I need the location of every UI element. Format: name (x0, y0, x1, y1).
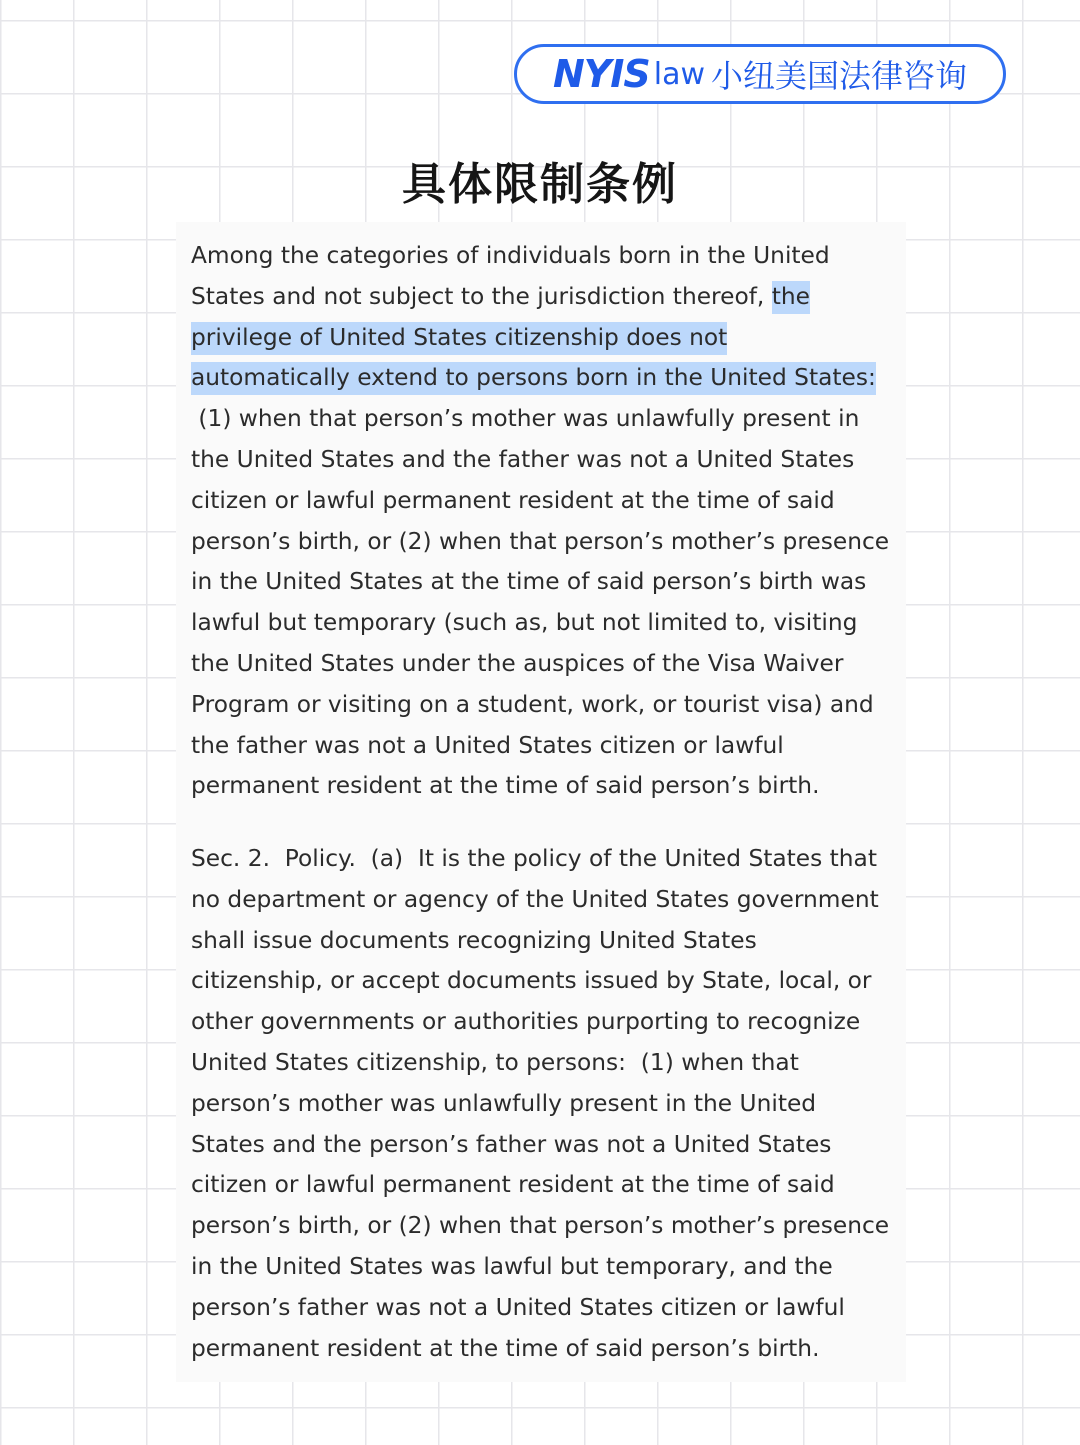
highlighted-text: the (772, 281, 810, 314)
text-line: person’s birth, or (2) when that person’s mother’s presence (191, 1212, 890, 1240)
text-line: in the United States at the time of said person’s birth was (191, 568, 867, 596)
page-title: 具体限制条例 (402, 159, 678, 210)
text-line: citizen or lawful permanent resident at the time of said (191, 1171, 835, 1199)
text-line: Program or visiting on a student, work, or tourist visa) and (191, 690, 874, 718)
text-line (191, 277, 911, 318)
text-line: citizen or lawful permanent resident at the time of said (191, 486, 835, 514)
text-segment: States and not subject to the jurisdiction thereof, (191, 282, 772, 310)
text-line (191, 358, 911, 399)
text-line: shall issue documents recognizing United States (191, 926, 757, 954)
text-line: Sec. 2. Policy. (a) It is the policy of the United States that (191, 845, 877, 872)
text-line: the United States and the father was not a United States (191, 445, 855, 473)
highlighted-text: privilege of United States citizenship does not (191, 322, 727, 355)
text-line: Among the categories of individuals born in the United (191, 242, 830, 269)
text-line: in the United States was lawful but temporary, and the (191, 1252, 833, 1280)
text-line: United States citizenship, to persons: (1) when that (191, 1048, 799, 1076)
text-line: person’s father was not a United States citizen or lawful (191, 1293, 845, 1321)
text-line: person’s birth, or (2) when that person’s mother’s presence (191, 527, 890, 555)
text-line: no department or agency of the United States government (191, 885, 879, 913)
text-line: (1) when that person’s mother was unlawfully present in (191, 405, 860, 433)
text-line: permanent resident at the time of said person’s birth. (191, 1334, 820, 1362)
brand-logo-badge (514, 44, 1006, 104)
highlighted-text: automatically extend to persons born in the United States: (191, 362, 876, 395)
text-line (191, 318, 911, 359)
text-line: the United States under the auspices of the Visa Waiver (191, 649, 844, 677)
paragraph-citizenship-categories (191, 236, 911, 807)
text-line: the father was not a United States citizen or lawful (191, 731, 784, 759)
brand-name-chinese: 小纽美国法律咨询 (711, 57, 968, 95)
text-line: other governments or authorities purporting to recognize (191, 1008, 861, 1036)
text-line: person’s mother was unlawfully present in the United (191, 1089, 817, 1117)
text-line: permanent resident at the time of said person’s birth. (191, 772, 820, 800)
text-line: citizenship, or accept documents issued by State, local, or (191, 967, 872, 995)
brand-logo-suffix: law (653, 56, 706, 92)
paragraph-sec2-policy (191, 839, 911, 1369)
text-line: States and the person’s father was not a United States (191, 1130, 832, 1158)
text-line: lawful but temporary (such as, but not limited to, visiting (191, 609, 858, 637)
brand-logo-mark: NYIS (552, 52, 650, 96)
